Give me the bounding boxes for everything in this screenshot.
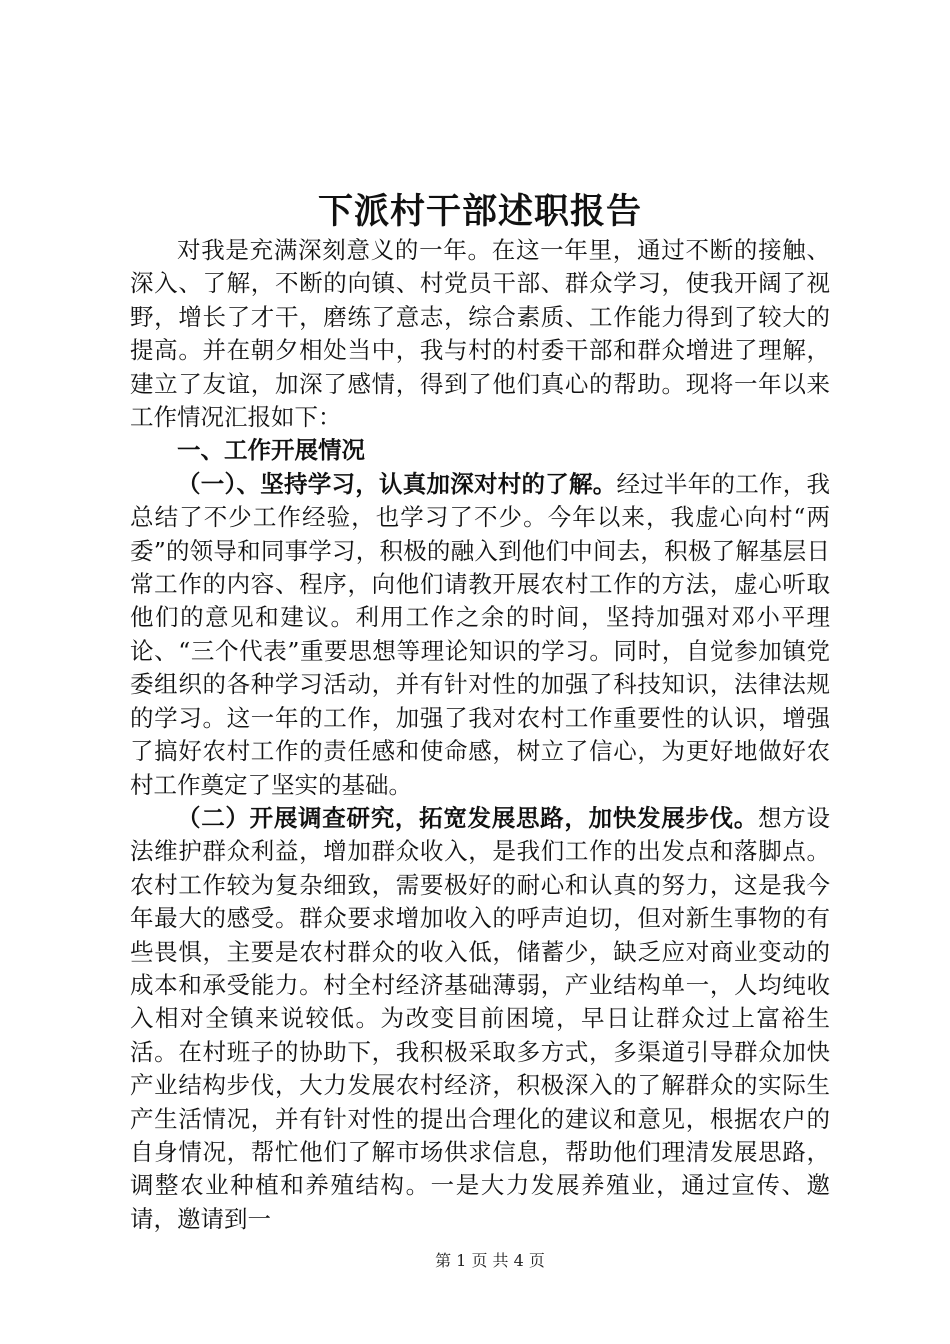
item-2-lead: （二）开展调查研究，拓宽发展思路，加快发展步伐。 <box>177 803 759 832</box>
item-2-paragraph <box>130 802 830 1236</box>
document-body <box>130 234 830 1236</box>
intro-paragraph: 对我是充满深刻意义的一年。在这一年里，通过不断的接触、深入、了解，不断的向镇、村党员干部、群众学习，使我开阔了视野，增长了才干，磨练了意志，综合素质、工作能力得到了较大的提高。并在朝夕相处当中，我与村的村委干部和群众增进了理解，建立了友谊，加深了感情，得到了他们真心的帮助。现将一年以来工作情况汇报如下： <box>130 236 830 432</box>
item-1-lead: （一）、坚持学习，认真加深对村的了解。 <box>177 469 617 498</box>
item-1-body: 经过半年的工作，我总结了不少工作经验，也学习了不少。今年以来，我虚心向村“两委”的领导和同事学习，积极的融入到他们中间去，积极了解基层日常工作的内容、程序，向他们请教开展农村工作的方法，虚心听取他们的意见和建议。利用工作之余的时间，坚持加强对邓小平理论、“三个代表”重要思想等理论知识的学习。同时，自觉参加镇党委组织的各种学习活动，并有针对性的加强了科技知识，法律法规的学习。这一年的工作，加强了我对农村工作重要性的认识，增强了搞好农村工作的责任感和使命感，树立了信心，为更好地做好农村工作奠定了坚实的基础。 <box>130 469 830 799</box>
item-2-body: 想方设法维护群众利益，增加群众收入，是我们工作的出发点和落脚点。农村工作较为复杂细致，需要极好的耐心和认真的努力，这是我今年最大的感受。群众要求增加收入的呼声迫切，但对新生事物的有些畏惧，主要是农村群众的收入低，储蓄少，缺乏应对商业变动的成本和承受能力。村全村经济基础薄弱，产业结构单一，人均纯收入相对全镇来说较低。为改变目前困境，早日让群众过上富裕生活。在村班子的协助下，我积极采取多方式，多渠道引导群众加快产业结构步伐，大力发展农村经济，积极深入的了解群众的实际生产生活情况，并有针对性的提出合理化的建议和意见，根据农户的自身情况，帮忙他们了解市场供求信息，帮助他们理清发展思路，调整农业种植和养殖结构。一是大力发展养殖业，通过宣传、邀请，邀请到一 <box>130 803 831 1233</box>
item-1-paragraph <box>130 468 830 802</box>
page-footer: 第 1 页 共 4 页 <box>435 1251 545 1270</box>
section-heading: 一、工作开展情况 <box>177 436 365 465</box>
document-title: 下派村干部述职报告 <box>317 191 642 232</box>
